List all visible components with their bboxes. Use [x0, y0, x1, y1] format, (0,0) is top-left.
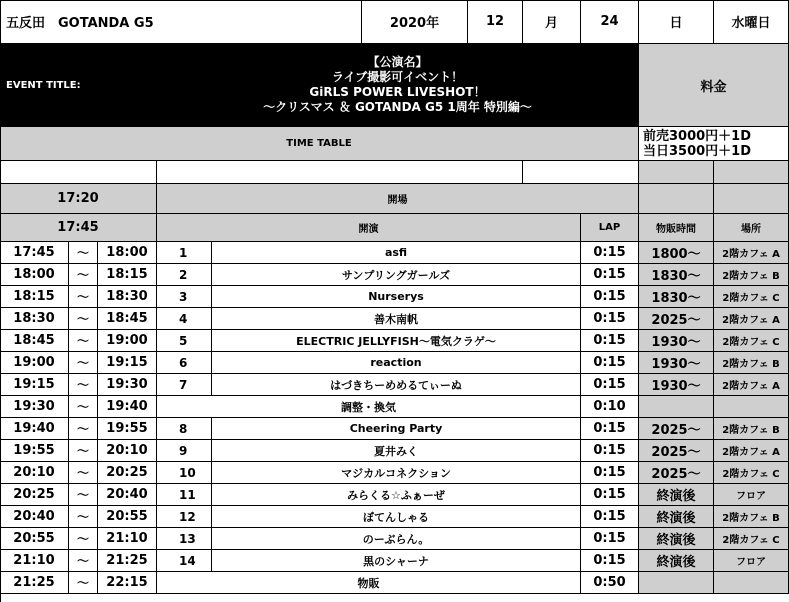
event-title-line-3: GiRLS POWER LIVESHOT！ — [309, 85, 486, 99]
row-place — [714, 396, 789, 418]
price-advance: 前売3000円＋1D — [643, 128, 752, 144]
blank-cell — [639, 161, 714, 184]
row-number: 12 — [157, 506, 212, 528]
row-tilde: ～ — [69, 286, 98, 308]
event-title-label: EVENT TITLE: — [0, 44, 157, 127]
row-performer: Nurserys — [212, 286, 581, 308]
year-cell: 2020年 — [362, 0, 468, 44]
row-merch-time: 終演後 — [639, 528, 714, 550]
row-tilde: ～ — [69, 308, 98, 330]
venue-cell: 五反田 GOTANDA G5 — [0, 0, 362, 44]
row-merch-time: 2025～ — [639, 462, 714, 484]
row-start-time: 20:25 — [0, 484, 69, 506]
event-title-line-2: ライブ撮影可イベント！ — [331, 70, 464, 84]
row-tilde: ～ — [69, 264, 98, 286]
row-lap: 0:15 — [581, 286, 639, 308]
day-number-cell: 24 — [581, 0, 639, 44]
row-start-time: 18:15 — [0, 286, 69, 308]
row-number: 2 — [157, 264, 212, 286]
timetable-label: TIME TABLE — [0, 127, 639, 161]
row-start-time: 20:10 — [0, 462, 69, 484]
row-tilde: ～ — [69, 484, 98, 506]
row-number: 11 — [157, 484, 212, 506]
row-place: 2階カフェ C — [714, 330, 789, 352]
row-merch-time: 1930～ — [639, 374, 714, 396]
row-performer: Cheering Party — [212, 418, 581, 440]
row-end-time: 19:15 — [98, 352, 157, 374]
row-number: 8 — [157, 418, 212, 440]
row-merch-time: 終演後 — [639, 506, 714, 528]
row-merch-time: 1930～ — [639, 352, 714, 374]
row-performer: reaction — [212, 352, 581, 374]
blank-cell — [714, 161, 789, 184]
row-merch-time: 1930～ — [639, 330, 714, 352]
row-place: 2階カフェ B — [714, 264, 789, 286]
row-lap: 0:15 — [581, 462, 639, 484]
row-start-time: 19:40 — [0, 418, 69, 440]
row-place: 2階カフェ A — [714, 374, 789, 396]
row-tilde: ～ — [69, 506, 98, 528]
row-start-time: 20:55 — [0, 528, 69, 550]
row-number: 5 — [157, 330, 212, 352]
blank-cell — [523, 161, 639, 184]
row-lap: 0:50 — [581, 572, 639, 594]
row-tilde: ～ — [69, 572, 98, 594]
row-place: 2階カフェ B — [714, 506, 789, 528]
open-label: 開場 — [157, 184, 639, 214]
row-place: 2階カフェ A — [714, 308, 789, 330]
row-end-time: 19:55 — [98, 418, 157, 440]
row-lap: 0:15 — [581, 374, 639, 396]
merch-time-header: 物販時間 — [639, 214, 714, 242]
row-lap: 0:15 — [581, 506, 639, 528]
row-end-time: 20:40 — [98, 484, 157, 506]
row-end-time: 20:25 — [98, 462, 157, 484]
row-lap: 0:15 — [581, 528, 639, 550]
row-tilde: ～ — [69, 550, 98, 572]
row-merch-time: 1830～ — [639, 286, 714, 308]
row-lap: 0:15 — [581, 484, 639, 506]
row-performer: マジカルコネクション — [212, 462, 581, 484]
row-start-time: 18:45 — [0, 330, 69, 352]
place-header: 場所 — [714, 214, 789, 242]
weekday-cell: 水曜日 — [714, 0, 789, 44]
row-place: 2階カフェ C — [714, 286, 789, 308]
row-end-time: 21:25 — [98, 550, 157, 572]
row-start-time: 21:10 — [0, 550, 69, 572]
row-tilde: ～ — [69, 396, 98, 418]
row-start-time: 19:30 — [0, 396, 69, 418]
row-number: 10 — [157, 462, 212, 484]
row-number: 14 — [157, 550, 212, 572]
row-tilde: ～ — [69, 330, 98, 352]
row-lap: 0:15 — [581, 264, 639, 286]
row-number: 13 — [157, 528, 212, 550]
event-title-line-1: 【公演名】 — [367, 55, 428, 69]
row-place: フロア — [714, 550, 789, 572]
row-place: 2階カフェ C — [714, 528, 789, 550]
row-performer: 調整・換気 — [157, 396, 581, 418]
day-label-cell: 日 — [639, 0, 714, 44]
row-end-time: 18:45 — [98, 308, 157, 330]
row-place: 2階カフェ A — [714, 242, 789, 264]
price-door: 当日3500円＋1D — [643, 143, 752, 159]
row-start-time: 19:15 — [0, 374, 69, 396]
row-number: 3 — [157, 286, 212, 308]
row-start-time: 20:40 — [0, 506, 69, 528]
row-merch-time — [639, 572, 714, 594]
event-title-line-4: ～クリスマス ＆ GOTANDA G5 1周年 特別編～ — [263, 100, 532, 114]
row-lap: 0:15 — [581, 352, 639, 374]
blank-cell — [639, 184, 714, 214]
row-performer: 物販 — [157, 572, 581, 594]
row-tilde: ～ — [69, 462, 98, 484]
row-performer: asfi — [212, 242, 581, 264]
row-merch-time — [639, 396, 714, 418]
row-lap: 0:15 — [581, 330, 639, 352]
row-merch-time: 1800～ — [639, 242, 714, 264]
row-end-time: 20:10 — [98, 440, 157, 462]
month-label-cell: 月 — [523, 0, 581, 44]
start-label: 開演 — [157, 214, 581, 242]
lap-header: LAP — [581, 214, 639, 242]
row-tilde: ～ — [69, 242, 98, 264]
row-tilde: ～ — [69, 352, 98, 374]
row-tilde: ～ — [69, 418, 98, 440]
row-tilde: ～ — [69, 528, 98, 550]
row-merch-time: 1830～ — [639, 264, 714, 286]
row-performer: ぼてんしゃる — [212, 506, 581, 528]
row-number: 9 — [157, 440, 212, 462]
row-start-time: 18:30 — [0, 308, 69, 330]
row-start-time: 18:00 — [0, 264, 69, 286]
row-place: 2階カフェ A — [714, 440, 789, 462]
row-place: 2階カフェ B — [714, 418, 789, 440]
row-performer: みらくる☆ふぁーぜ — [212, 484, 581, 506]
row-start-time: 21:25 — [0, 572, 69, 594]
row-number: 7 — [157, 374, 212, 396]
row-number: 1 — [157, 242, 212, 264]
row-end-time: 19:00 — [98, 330, 157, 352]
row-end-time: 18:30 — [98, 286, 157, 308]
price-label: 料金 — [639, 44, 789, 127]
row-number: 6 — [157, 352, 212, 374]
row-start-time: 19:00 — [0, 352, 69, 374]
row-tilde: ～ — [69, 374, 98, 396]
row-place: フロア — [714, 484, 789, 506]
row-place: 2階カフェ B — [714, 352, 789, 374]
row-performer: サンプリングガールズ — [212, 264, 581, 286]
row-performer: ELECTRIC JELLYFISH～電気クラゲ～ — [212, 330, 581, 352]
row-place: 2階カフェ C — [714, 462, 789, 484]
row-end-time: 19:40 — [98, 396, 157, 418]
row-lap: 0:15 — [581, 418, 639, 440]
start-time: 17:45 — [0, 214, 157, 242]
row-place — [714, 572, 789, 594]
row-performer: 黒のシャーナ — [212, 550, 581, 572]
row-lap: 0:15 — [581, 440, 639, 462]
row-performer: のーぶらん。 — [212, 528, 581, 550]
price-detail — [639, 127, 789, 161]
row-end-time: 21:10 — [98, 528, 157, 550]
row-end-time: 18:15 — [98, 264, 157, 286]
row-number: 4 — [157, 308, 212, 330]
row-merch-time: 2025～ — [639, 440, 714, 462]
row-merch-time: 2025～ — [639, 418, 714, 440]
open-time: 17:20 — [0, 184, 157, 214]
row-end-time: 19:30 — [98, 374, 157, 396]
row-end-time: 22:15 — [98, 572, 157, 594]
blank-cell — [714, 184, 789, 214]
row-lap: 0:15 — [581, 550, 639, 572]
row-start-time: 17:45 — [0, 242, 69, 264]
row-tilde: ～ — [69, 440, 98, 462]
row-merch-time: 終演後 — [639, 550, 714, 572]
row-merch-time: 終演後 — [639, 484, 714, 506]
month-number-cell: 12 — [468, 0, 523, 44]
row-lap: 0:15 — [581, 308, 639, 330]
blank-cell — [157, 161, 523, 184]
row-end-time: 20:55 — [98, 506, 157, 528]
row-end-time: 18:00 — [98, 242, 157, 264]
row-start-time: 19:55 — [0, 440, 69, 462]
row-performer: 善木南帆 — [212, 308, 581, 330]
row-lap: 0:10 — [581, 396, 639, 418]
row-lap: 0:15 — [581, 242, 639, 264]
event-title — [157, 44, 639, 127]
row-performer: 夏井みく — [212, 440, 581, 462]
row-performer: はづきちーめめるてぃーぬ — [212, 374, 581, 396]
blank-cell — [0, 161, 157, 184]
row-merch-time: 2025～ — [639, 308, 714, 330]
